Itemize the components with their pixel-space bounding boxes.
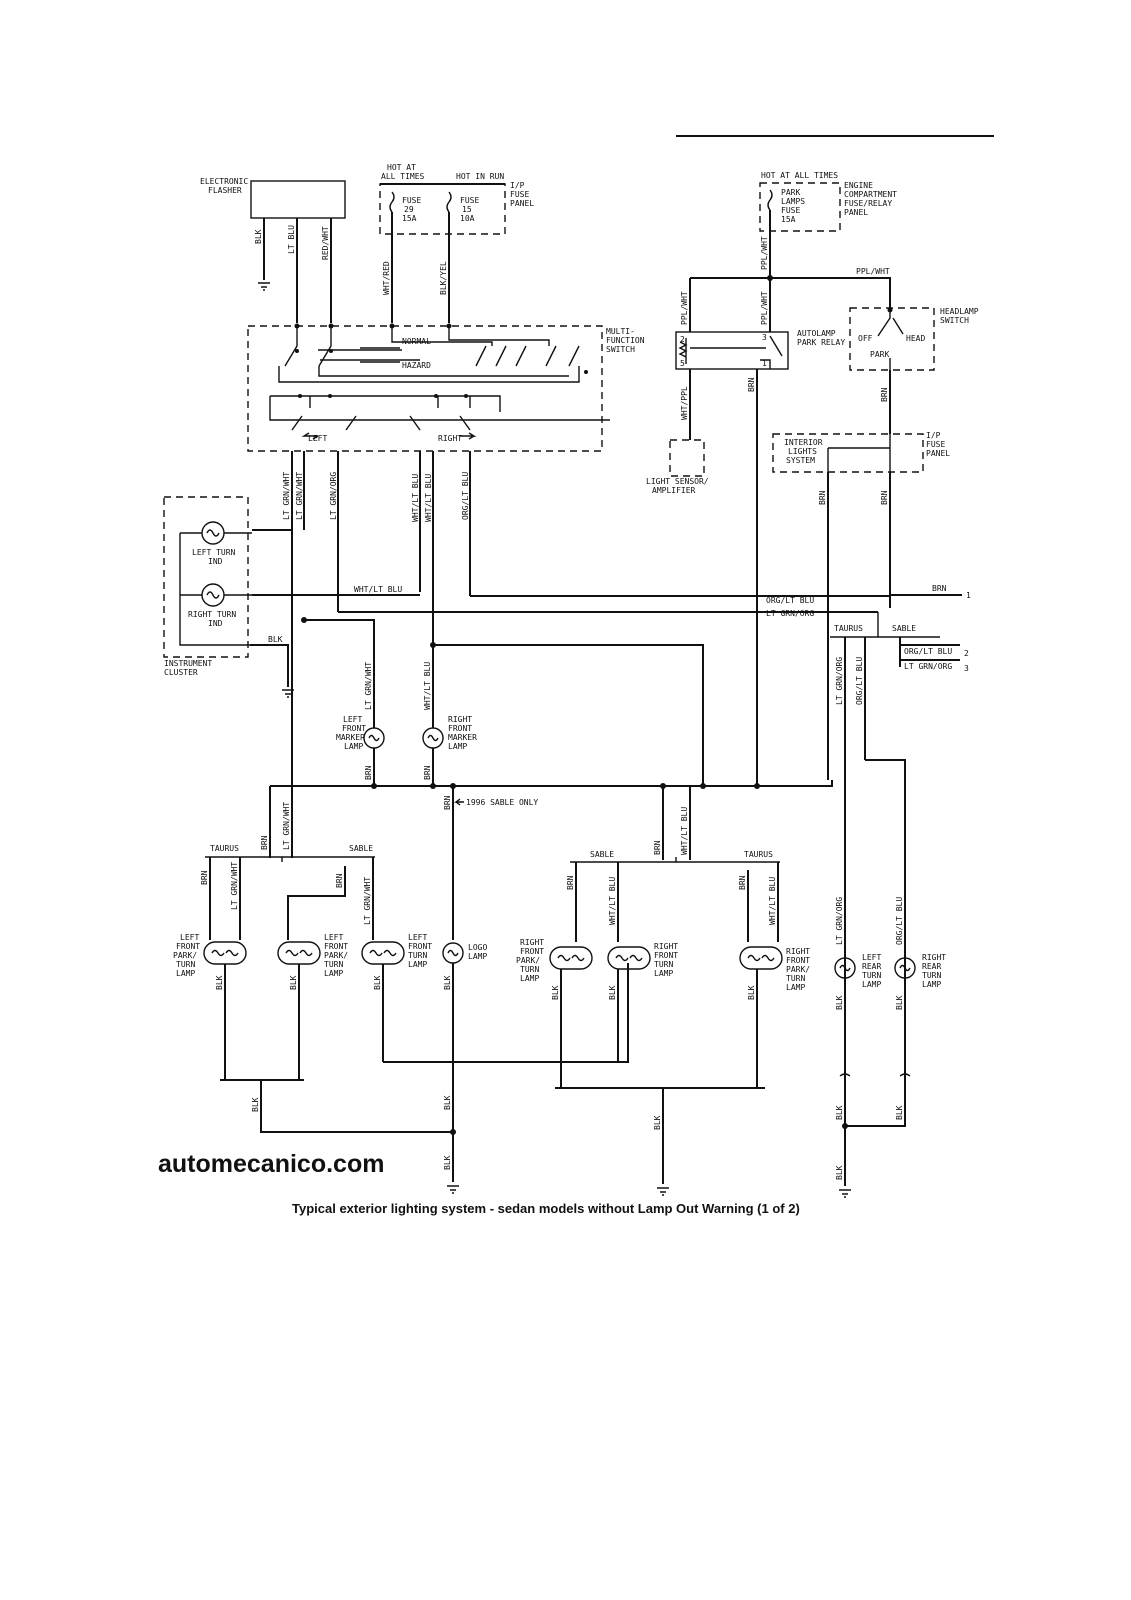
rfpt2-l2: FRONT (786, 956, 811, 965)
wire-label: PPL/WHT (680, 291, 689, 325)
rrt-l2: REAR (922, 962, 942, 971)
wire-label: BLK (835, 1105, 844, 1120)
ec-l2: COMPARTMENT (844, 190, 897, 199)
wire-label: BLK (268, 635, 283, 644)
wire-label: WHT/PPL (680, 386, 689, 420)
sable-label: SABLE (892, 624, 917, 633)
rft-l2: FRONT (654, 951, 679, 960)
normal-label: NORMAL (402, 337, 431, 346)
pf-l2: LAMPS (781, 197, 806, 206)
light-sensor-box (670, 440, 704, 476)
wire-label: BRN (260, 835, 269, 850)
wire-label: BLK (289, 975, 298, 990)
ip-fuse-l2: FUSE (510, 190, 530, 199)
wire-label: ORG/LT BLU (895, 896, 904, 945)
lfm-l2: FRONT (342, 724, 367, 733)
electronic-flasher (251, 181, 345, 218)
wire-label: WHT/LT BLU (423, 661, 432, 710)
fuse15-symbol (447, 192, 451, 212)
lfpt-l4: TURN (176, 960, 196, 969)
wire-label: WHT/LT BLU (768, 876, 777, 925)
wire-label: LT GRN/ORG (835, 896, 844, 945)
rfpt-l2: FRONT (520, 947, 545, 956)
off-label: OFF (858, 334, 873, 343)
watermark: automecanico.com (158, 1150, 385, 1178)
rfpt-l4: TURN (520, 965, 540, 974)
wire-label: RED/WHT (321, 226, 330, 260)
figure-caption: Typical exterior lighting system - sedan models without Lamp Out Warning (1 of 2) (292, 1201, 800, 1216)
ground-symbol (258, 283, 270, 290)
il-l1: INTERIOR (784, 438, 823, 447)
rrt-l1: RIGHT (922, 953, 947, 962)
hot-at-label-2: ALL TIMES (381, 172, 425, 181)
fuse29-l2: 29 (404, 205, 414, 214)
connector-2: 2 (964, 649, 969, 658)
sable-only-label: 1996 SABLE ONLY (466, 798, 539, 807)
ls-l2: AMPLIFIER (652, 486, 696, 495)
rfm-l1: RIGHT (448, 715, 473, 724)
rfpt-l1: RIGHT (520, 938, 545, 947)
ls-l1: LIGHT SENSOR/ (646, 477, 709, 486)
lfpt2-l1: LEFT (324, 933, 344, 942)
fuse15-l1: FUSE (460, 196, 480, 205)
rfm-l4: LAMP (448, 742, 468, 751)
wire-label: BLK (835, 995, 844, 1010)
left-front-turn-lamp (362, 942, 404, 964)
logo-l2: LAMP (468, 952, 488, 961)
wire-label: LT GRN/ORG (329, 471, 338, 520)
wire-label: ORG/LT BLU (766, 596, 815, 605)
rft-l4: LAMP (654, 969, 674, 978)
instrument-cluster-box (164, 497, 248, 657)
rti-l1: RIGHT TURN (188, 610, 237, 619)
lfpt-l5: LAMP (176, 969, 196, 978)
wire-label: BRN (566, 875, 575, 890)
left-label: LEFT (308, 434, 328, 443)
wire-label: LT GRN/WHT (282, 471, 291, 520)
ic-l2: CLUSTER (164, 668, 198, 677)
fuse15-l3: 10A (460, 214, 475, 223)
wire-label: PPL/WHT (856, 267, 890, 276)
lft-l3: TURN (408, 951, 428, 960)
lft-l4: LAMP (408, 960, 428, 969)
wire-label: WHT/LT BLU (680, 806, 689, 855)
wire-label: BLK (895, 1105, 904, 1120)
sable-label: SABLE (349, 844, 374, 853)
pf-l1: PARK (781, 188, 801, 197)
wire-label: BLK (443, 1095, 452, 1110)
wire-label: BLK (443, 975, 452, 990)
pin-3: 3 (762, 333, 767, 342)
rfpt-l3: PARK/ (516, 956, 541, 965)
wire-label: BRN (653, 840, 662, 855)
ec-l1: ENGINE (844, 181, 873, 190)
relay-l2: PARK RELAY (797, 338, 846, 347)
wire-label: WHT/LT BLU (411, 473, 420, 522)
rfpt2-l5: LAMP (786, 983, 806, 992)
rft-l1: RIGHT (654, 942, 679, 951)
hot-at-label: HOT AT (387, 163, 416, 172)
wire-label: BLK (835, 1165, 844, 1180)
pin-2: 2 (680, 335, 685, 344)
connector-symbol (840, 1074, 910, 1076)
wire-label: BRN (738, 875, 747, 890)
lfpt-l2: FRONT (176, 942, 201, 951)
left-front-park-turn-lamp (204, 942, 246, 964)
lrt-l2: REAR (862, 962, 882, 971)
hazard-label: HAZARD (402, 361, 431, 370)
wire-label: PPL/WHT (760, 291, 769, 325)
right-front-park-turn-lamp (550, 947, 592, 969)
wire-label: BRN (818, 490, 827, 505)
lfm-l3: MARKER (336, 733, 365, 742)
ip2-l3: PANEL (926, 449, 951, 458)
rti-l2: IND (208, 619, 223, 628)
connector-3: 3 (964, 664, 969, 673)
taurus-label: TAURUS (834, 624, 863, 633)
ec-l3: FUSE/RELAY (844, 199, 893, 208)
lft-l1: LEFT (408, 933, 428, 942)
pf-l3: FUSE (781, 206, 801, 215)
wire-label: ORG/LT BLU (904, 647, 953, 656)
lti-l2: IND (208, 557, 223, 566)
wire-label: BRN (335, 873, 344, 888)
wire-label: LT GRN/ORG (835, 656, 844, 705)
flasher-label-2: FLASHER (208, 186, 242, 195)
ip-fuse-l3: PANEL (510, 199, 535, 208)
ec-l4: PANEL (844, 208, 869, 217)
park-fuse-symbol (768, 190, 772, 210)
wire-label: BLK (747, 985, 756, 1000)
wire-label: LT GRN/WHT (282, 801, 291, 850)
wire-label: BLK/YEL (439, 261, 448, 295)
left-front-park-turn-lamp-sable (278, 942, 320, 964)
rrt-l4: LAMP (922, 980, 942, 989)
rfpt-l5: LAMP (520, 974, 540, 983)
ip2-l2: FUSE (926, 440, 946, 449)
lfpt-l3: PARK/ (173, 951, 198, 960)
wire-label: LT GRN/ORG (904, 662, 953, 671)
hot-in-run-label: HOT IN RUN (456, 172, 505, 181)
ip-fuse-panel-box (380, 184, 505, 234)
lfpt-l1: LEFT (180, 933, 200, 942)
ground-symbol (839, 1190, 851, 1197)
wire-label: ORG/LT BLU (461, 471, 470, 520)
mfs-l3: SWITCH (606, 345, 635, 354)
right-front-park-turn-lamp-taurus (740, 947, 782, 969)
lfm-l1: LEFT (343, 715, 363, 724)
il-l2: LIGHTS (788, 447, 817, 456)
wire-label: BRN (200, 870, 209, 885)
ip-fuse-l1: I/P (510, 181, 525, 190)
wire-label: BLK (653, 1115, 662, 1130)
flasher-label-1: ELECTRONIC (200, 177, 249, 186)
lfpt2-l2: FRONT (324, 942, 349, 951)
il-l3: SYSTEM (786, 456, 815, 465)
wire-label: ORG/LT BLU (855, 656, 864, 705)
wire-label: BLK (551, 985, 560, 1000)
hs-l2: SWITCH (940, 316, 969, 325)
wire-label: WHT/LT BLU (354, 585, 403, 594)
wire-label: PPL/WHT (760, 236, 769, 270)
wire-label: BRN (747, 377, 756, 392)
wire-label: BRN (423, 765, 432, 780)
logo-l1: LOGO (468, 943, 488, 952)
lft-l2: FRONT (408, 942, 433, 951)
rfpt2-l4: TURN (786, 974, 806, 983)
ip2-l1: I/P (926, 431, 941, 440)
rfm-l3: MARKER (448, 733, 477, 742)
lrt-l4: LAMP (862, 980, 882, 989)
pin-1: 1 (762, 359, 767, 368)
wire-label: BLK (895, 995, 904, 1010)
hot-at-eng-label: HOT AT ALL TIMES (761, 171, 839, 180)
rfm-l2: FRONT (448, 724, 473, 733)
wire-label: BRN (932, 584, 947, 593)
ic-l1: INSTRUMENT (164, 659, 213, 668)
wire-label: BLK (443, 1155, 452, 1170)
mfs-l1: MULTI- (606, 327, 635, 336)
lrt-l3: TURN (862, 971, 882, 980)
ground-symbol (657, 1188, 669, 1195)
lti-l1: LEFT TURN (192, 548, 236, 557)
taurus-label: TAURUS (210, 844, 239, 853)
wire-label: BLK (251, 1097, 260, 1112)
wire-label: BLK (254, 229, 263, 244)
fuse15-l2: 15 (462, 205, 472, 214)
mfs-l2: FUNCTION (606, 336, 645, 345)
lfpt2-l4: TURN (324, 960, 344, 969)
sable-label: SABLE (590, 850, 615, 859)
wire-label: LT BLU (287, 225, 296, 254)
wire-label: WHT/RED (382, 261, 391, 295)
ground-symbol (447, 1186, 459, 1193)
wire-label: WHT/LT BLU (424, 473, 433, 522)
rfpt2-l1: RIGHT (786, 947, 811, 956)
pin-5: 5 (680, 359, 685, 368)
wire-label: BLK (608, 985, 617, 1000)
lfpt2-l3: PARK/ (324, 951, 349, 960)
pf-l4: 15A (781, 215, 796, 224)
wire-label: WHT/LT BLU (608, 876, 617, 925)
lrt-l1: LEFT (862, 953, 882, 962)
wire-label: BRN (364, 765, 373, 780)
lfm-l4: LAMP (344, 742, 364, 751)
wire-label: BLK (215, 975, 224, 990)
fuse29-symbol (390, 192, 394, 212)
fuse29-l1: FUSE (402, 196, 422, 205)
wire-label: BLK (373, 975, 382, 990)
relay-l1: AUTOLAMP (797, 329, 836, 338)
rfpt2-l3: PARK/ (786, 965, 811, 974)
rrt-l3: TURN (922, 971, 942, 980)
right-label: RIGHT (438, 434, 463, 443)
head-label: HEAD (906, 334, 926, 343)
rft-l3: TURN (654, 960, 674, 969)
connector-1: 1 (966, 591, 971, 600)
wire-label: LT GRN/ORG (766, 609, 815, 618)
park-label: PARK (870, 350, 890, 359)
wire-label: LT GRN/WHT (230, 861, 239, 910)
wire-label: LT GRN/WHT (364, 661, 373, 710)
wire-label: LT GRN/WHT (295, 471, 304, 520)
hs-l1: HEADLAMP (940, 307, 979, 316)
taurus-label: TAURUS (744, 850, 773, 859)
wire-label: LT GRN/WHT (363, 876, 372, 925)
lfpt2-l5: LAMP (324, 969, 344, 978)
wire-label: BRN (880, 490, 889, 505)
fuse29-l3: 15A (402, 214, 417, 223)
wire-label: BRN (880, 387, 889, 402)
wire-label: BRN (443, 795, 452, 810)
